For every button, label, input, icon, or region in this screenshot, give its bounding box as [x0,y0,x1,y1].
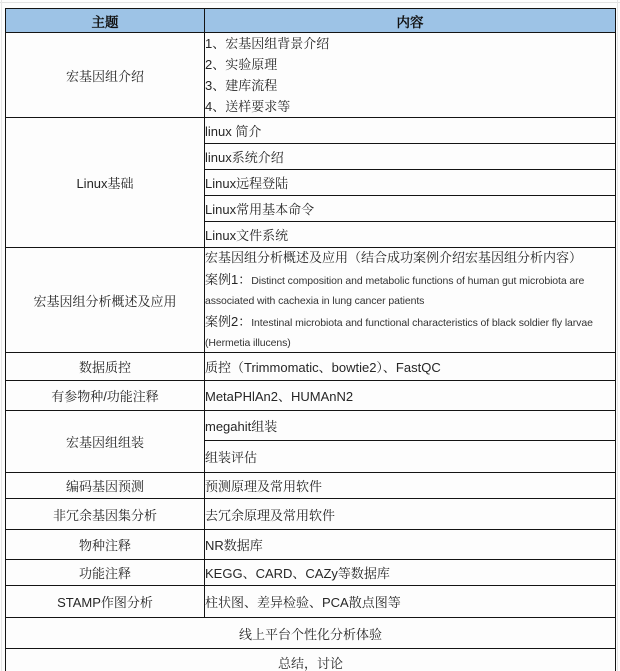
gridline-right [617,0,618,671]
table-row [6,530,616,560]
case2-line [205,313,615,352]
content-line: 4、送样要求等 [205,99,291,114]
content-cell: megahit组装 [205,411,616,441]
table-row [6,411,616,441]
topic-cell: 编码基因预测 [6,473,205,499]
case1-text: Distinct composition and metabolic functions of human gut microbiota are associated with cachexia in lung cancer patients [205,275,585,307]
content-cell: linux系统介绍 [205,144,616,170]
table-row [6,560,616,586]
content-cell [205,248,616,353]
content-cell [205,33,616,118]
content-cell: Linux远程登陆 [205,170,616,196]
content-cell: 去冗余原理及常用软件 [205,499,616,530]
topic-cell: Linux基础 [6,118,205,248]
content-line: 2、实验原理 [205,57,278,72]
header-content: 内容 [205,9,616,33]
case2-label: 案例2： [205,314,252,329]
content-cell: KEGG、CARD、CAZy等数据库 [205,560,616,586]
content-line: 3、建库流程 [205,78,278,93]
content-cell: 预测原理及常用软件 [205,473,616,499]
content-line: 1、宏基因组背景介绍 [205,36,330,51]
topic-cell: 物种注释 [6,530,205,560]
topic-cell: 宏基因组介绍 [6,33,205,118]
table-row [6,353,616,381]
content-cell: Linux常用基本命令 [205,196,616,222]
table-row [6,248,616,353]
case1-line [205,271,615,310]
table-row [6,618,616,649]
table-row [6,473,616,499]
overview-title: 宏基因组分析概述及应用（结合成功案例介绍宏基因组分析内容） [205,250,583,265]
table-row [6,381,616,411]
content-cell: MetaPHlAn2、HUMAnN2 [205,381,616,411]
content-cell: 质控（Trimmomatic、bowtie2）、FastQC [205,353,616,381]
content-cell: 组装评估 [205,441,616,473]
topic-cell: 宏基因组组装 [6,411,205,473]
table-header-row [6,9,616,33]
content-cell: 柱状图、差异检验、PCA散点图等 [205,586,616,618]
topic-cell: 宏基因组分析概述及应用 [6,248,205,353]
content-cell: NR数据库 [205,530,616,560]
course-outline-table [5,8,616,671]
full-width-cell: 线上平台个性化分析体验 [6,618,616,649]
gridline-left [1,0,2,671]
content-cell: linux 简介 [205,118,616,144]
table-row [6,586,616,618]
topic-cell: STAMP作图分析 [6,586,205,618]
header-topic: 主题 [6,9,205,33]
table-row [6,33,616,118]
case1-label: 案例1： [205,272,252,287]
topic-cell: 数据质控 [6,353,205,381]
topic-cell: 功能注释 [6,560,205,586]
topic-cell: 非冗余基因集分析 [6,499,205,530]
gridline-top [0,2,620,3]
table-row [6,118,616,144]
topic-cell: 有参物种/功能注释 [6,381,205,411]
table-row [6,499,616,530]
case2-text: Intestinal microbiota and functional characteristics of black soldier fly larvae (Hermetia illucens) [205,317,593,349]
full-width-cell: 总结，讨论 [6,649,616,671]
content-cell: Linux文件系统 [205,222,616,248]
table-row [6,649,616,671]
